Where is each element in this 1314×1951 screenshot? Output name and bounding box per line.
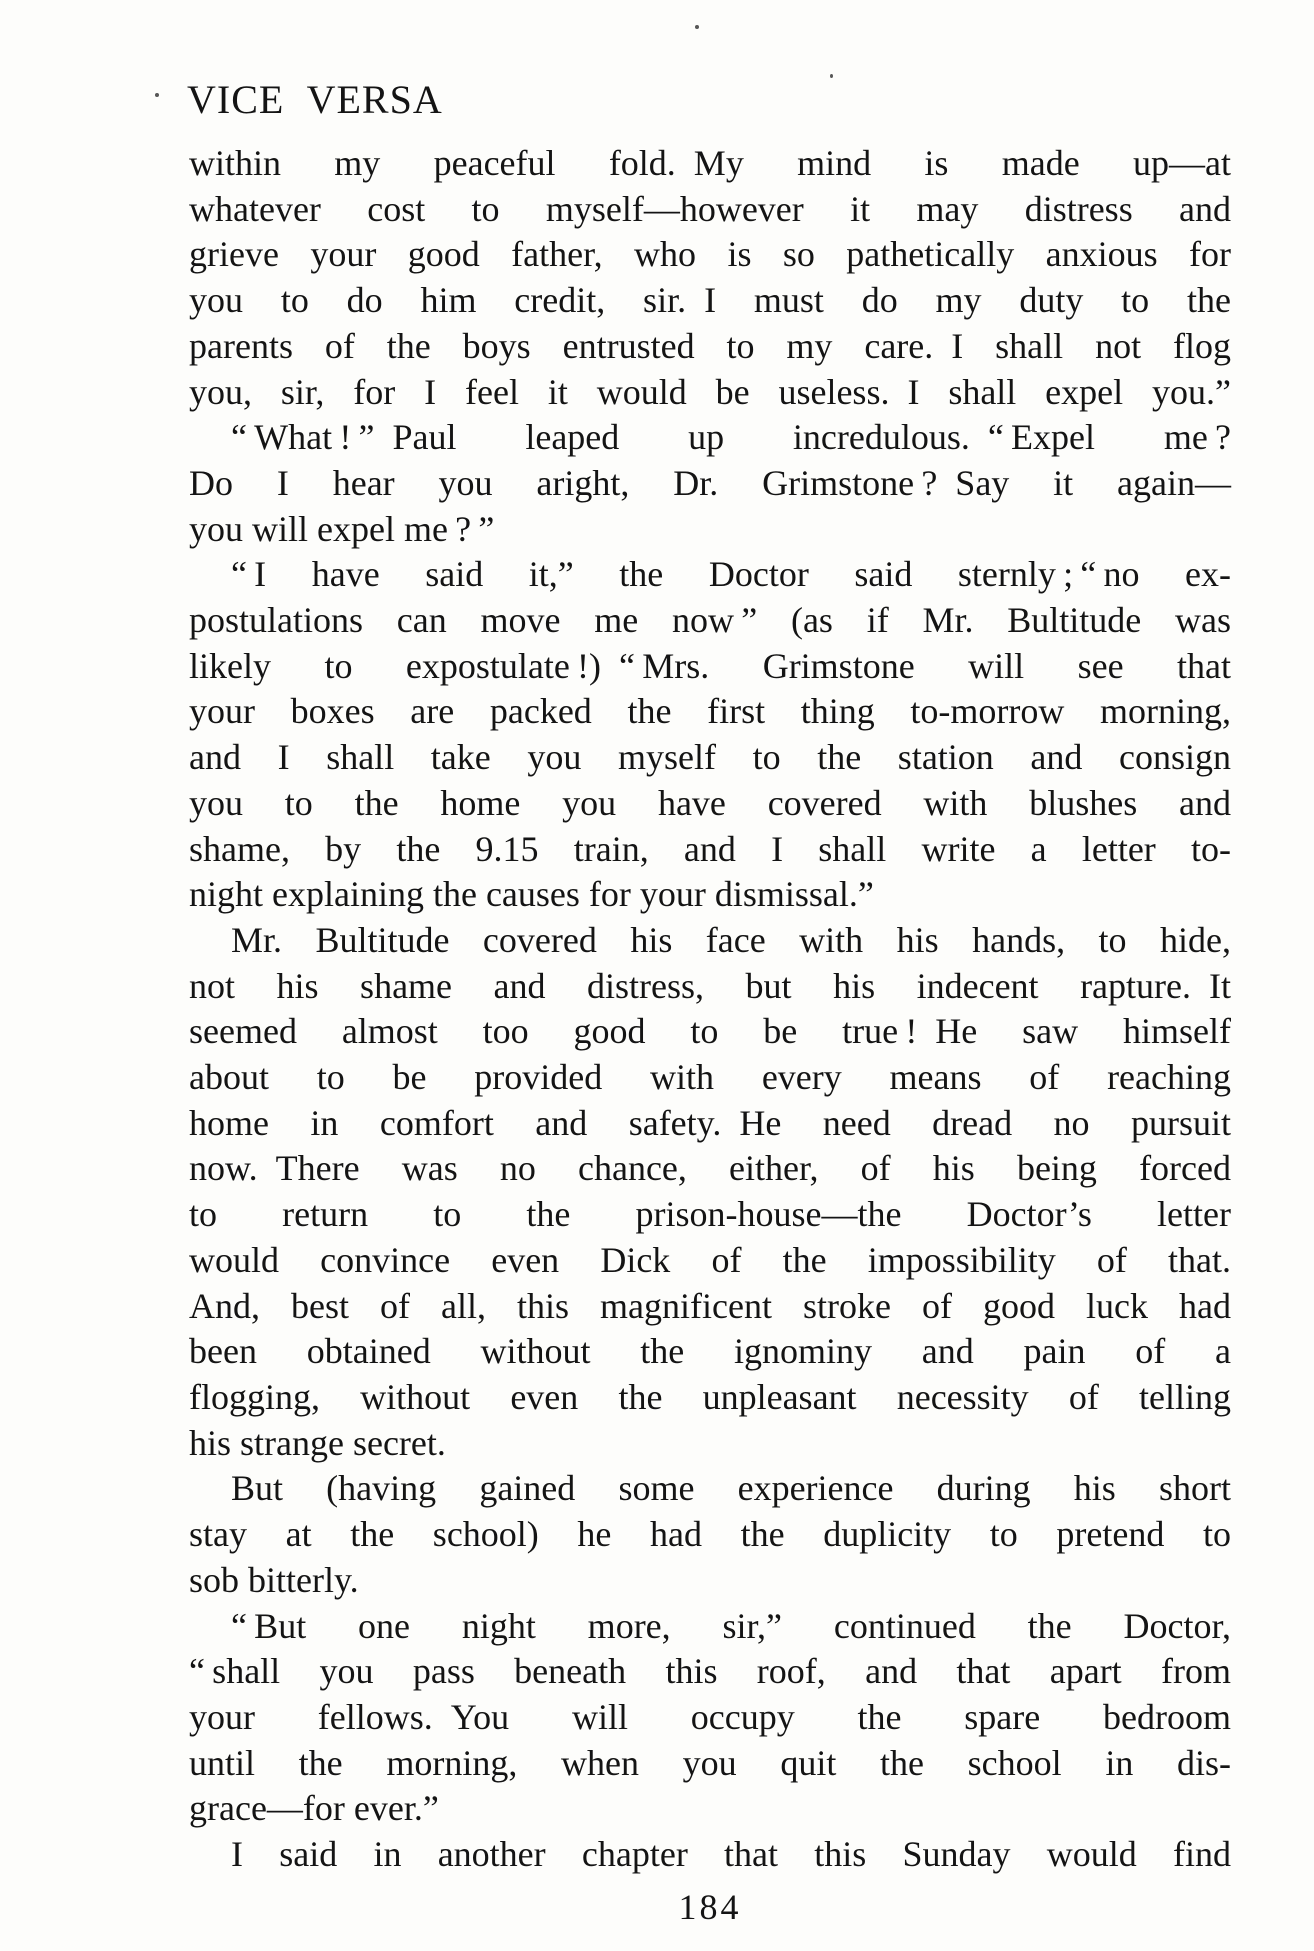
text-line: you to the home you have covered with blushes and	[189, 782, 1231, 823]
text-line: about to be provided with every means of reaching	[189, 1057, 1231, 1098]
text-line: until the morning, when you quit the school in dis-	[189, 1742, 1231, 1783]
text-line: you, sir, for I feel it would be useless. I shall expel you.”	[189, 371, 1231, 412]
text-line: you will expel me ? ”	[189, 508, 495, 549]
text-line: and I shall take you myself to the station and consign	[189, 737, 1231, 778]
text-line: Do I hear you aright, Dr. Grimstone ? Say it again—	[189, 462, 1231, 503]
text-line: “ What ! ” Paul leaped up incredulous. “ Expel me ?	[231, 417, 1231, 458]
text-line: grieve your good father, who is so pathetically anxious for	[189, 234, 1231, 275]
text-line: your fellows. You will occupy the spare bedroom	[189, 1696, 1231, 1737]
text-line: Mr. Bultitude covered his face with his hands, to hide,	[231, 919, 1231, 960]
text-line: sob bitterly.	[189, 1559, 359, 1600]
text-line: “ But one night more, sir,” continued the Doctor,	[231, 1605, 1231, 1646]
text-line: postulations can move me now ” (as if Mr. Bultitude was	[189, 600, 1231, 641]
text-line: parents of the boys entrusted to my care. I shall not flog	[189, 325, 1231, 366]
text-line: whatever cost to myself—however it may distress and	[189, 188, 1231, 229]
text-line: his strange secret.	[189, 1422, 446, 1463]
text-line: been obtained without the ignominy and pain of a	[189, 1331, 1231, 1372]
text-line: to return to the prison-house—the Doctor’s letter	[189, 1194, 1231, 1235]
text-line: grace—for ever.”	[189, 1788, 439, 1829]
text-block	[189, 141, 1231, 1878]
paragraph	[189, 415, 1231, 552]
scan-speck	[695, 25, 699, 29]
page-number: 184	[678, 1887, 742, 1927]
text-line: But (having gained some experience during his short	[231, 1468, 1231, 1509]
text-line: home in comfort and safety. He need dread no pursuit	[189, 1102, 1231, 1143]
text-line: seemed almost too good to be true ! He saw himself	[189, 1011, 1231, 1052]
text-line: I said in another chapter that this Sunday would find	[231, 1834, 1231, 1875]
text-line: within my peaceful fold. My mind is made up—at	[189, 143, 1231, 183]
paragraph	[189, 918, 1231, 1466]
text-line: “ shall you pass beneath this roof, and that apart from	[189, 1651, 1231, 1692]
text-line: your boxes are packed the first thing to-morrow morning,	[189, 691, 1231, 732]
paragraph	[189, 552, 1231, 918]
text-line: shame, by the 9.15 train, and I shall write a letter to-	[189, 828, 1231, 869]
text-line: stay at the school) he had the duplicity to pretend to	[189, 1514, 1231, 1555]
scan-speck	[155, 93, 159, 97]
text-line: likely to expostulate !) “ Mrs. Grimstone will see that	[189, 645, 1231, 686]
text-line: you to do him credit, sir. I must do my duty to the	[189, 280, 1231, 321]
paragraph	[189, 1604, 1231, 1833]
text-line: And, best of all, this magnificent stroke of good luck had	[189, 1285, 1231, 1326]
paragraph	[189, 1466, 1231, 1603]
paragraph	[189, 1832, 1231, 1878]
scan-speck	[830, 74, 833, 78]
text-line: flogging, without even the unpleasant necessity of telling	[189, 1376, 1231, 1417]
running-header: VICE VERSA	[187, 77, 443, 122]
text-line: “ I have said it,” the Doctor said sternly ; “ no ex-	[231, 554, 1231, 595]
text-line: night explaining the causes for your dismissal.”	[189, 874, 874, 915]
text-line: now. There was no chance, either, of his being forced	[189, 1148, 1231, 1189]
text-line: not his shame and distress, but his indecent rapture. It	[189, 965, 1231, 1006]
text-line: would convince even Dick of the impossibility of that.	[189, 1239, 1231, 1280]
paragraph	[189, 141, 1231, 415]
